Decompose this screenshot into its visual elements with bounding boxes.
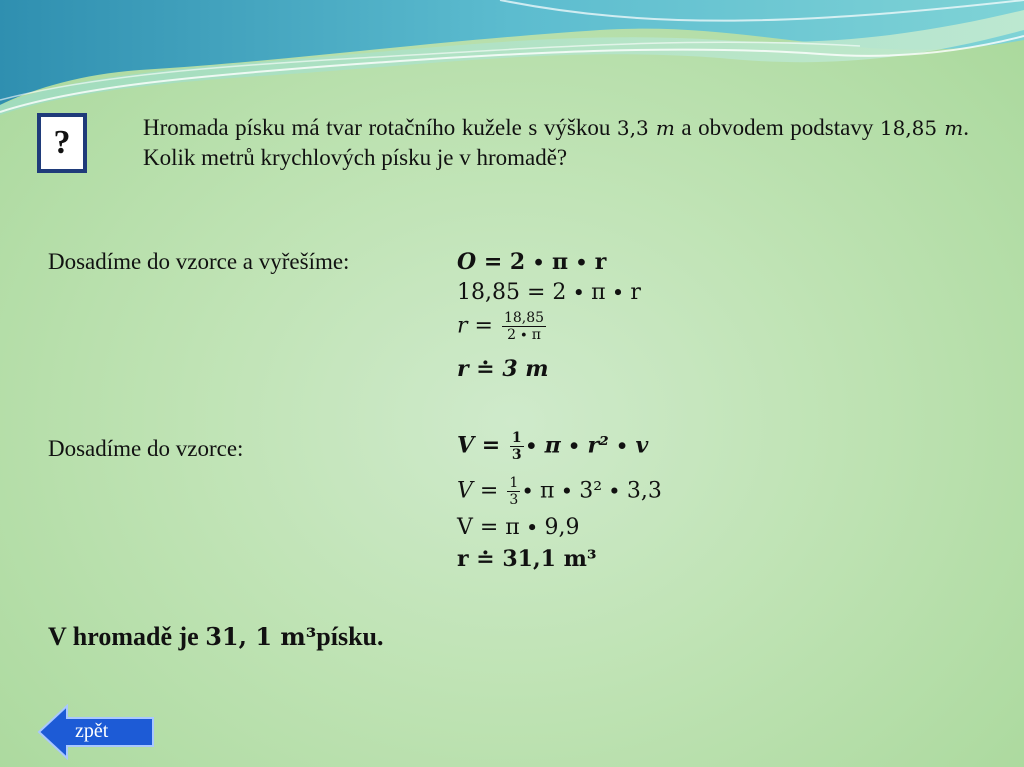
fraction: $\frac{18,85}{2 \cdot \pi}$ bbox=[503, 310, 545, 343]
question-mark-box bbox=[37, 113, 87, 173]
back-button[interactable] bbox=[37, 704, 157, 760]
answer-text: V hromadě je 31, 1 m³písku. bbox=[48, 622, 384, 651]
fraction: $\frac{1}{3}$ bbox=[511, 430, 522, 463]
step1-label: Dosadíme do vzorce a vyřešíme: bbox=[48, 249, 350, 274]
step2-eq1: V = $\frac{1}{3}$ ∙ π ∙ r² ∙ v bbox=[457, 430, 649, 463]
question-mark: ? bbox=[53, 124, 71, 161]
step1-eq4: r ≐ 3 m bbox=[457, 356, 549, 382]
step1-eq2: 18,85 = 2 ∙ π ∙ r bbox=[457, 280, 641, 305]
step1-eq1: O = 2 ∙ π ∙ r bbox=[457, 249, 607, 275]
top-wave-decoration bbox=[0, 0, 1024, 120]
step2-eq3: V = π ∙ 9,9 bbox=[457, 515, 580, 540]
step2-eq4: r ≐ 31,1 m³ bbox=[457, 546, 597, 572]
step1-eq3: r = $\frac{18,85}{2 \cdot \pi}$ bbox=[457, 310, 545, 343]
question-text: Hromada písku má tvar rotačního kužele s výškou 3,3 m a obvodem podstavy 18,85 m. Kolik metrů krychlových písku je v hromadě? bbox=[143, 115, 970, 170]
step2-label: Dosadíme do vzorce: bbox=[48, 436, 244, 461]
fraction: $\frac{1}{3}$ bbox=[509, 475, 519, 508]
step2-eq2: V = $\frac{1}{3}$ ∙ π ∙ 3² ∙ 3,3 bbox=[457, 475, 662, 508]
back-button-label: zpět bbox=[75, 720, 109, 742]
